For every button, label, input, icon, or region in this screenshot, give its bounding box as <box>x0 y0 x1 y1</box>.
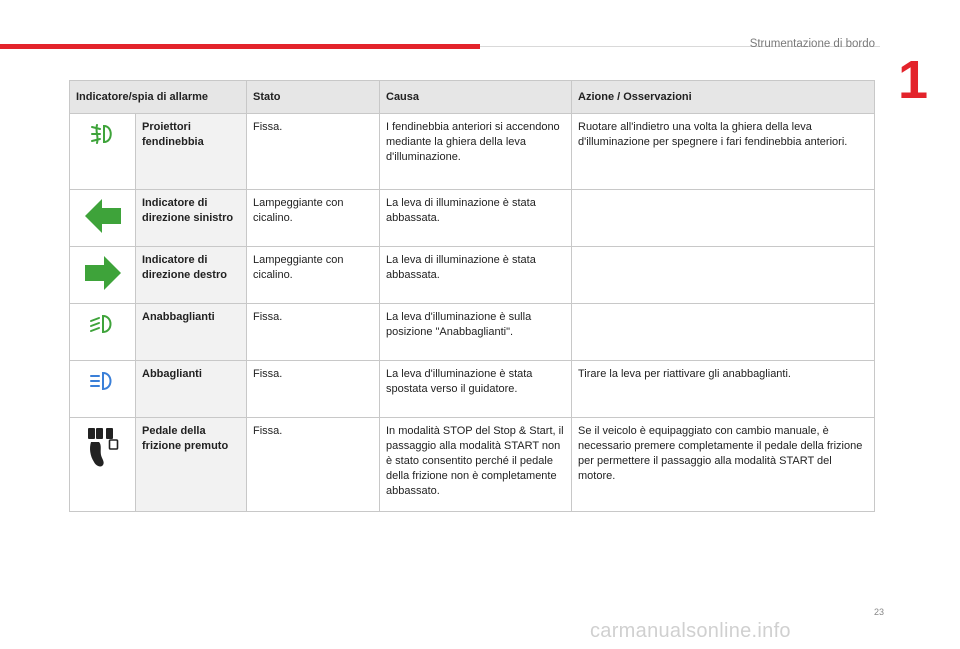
action-cell: Se il veicolo è equipaggiato con cambio manuale, è necessario premere completamente il pedale della frizione per permettere il passaggio alla modalità START del motore. <box>572 418 875 512</box>
action-cell <box>572 304 875 361</box>
table-header-row <box>70 81 875 114</box>
indicator-name: Indicatore di direzione destro <box>136 247 247 304</box>
action-cell: Ruotare all'indietro una volta la ghiera della leva d'illuminazione per spegnere i fari fendinebbia anteriori. <box>572 114 875 190</box>
cause-cell: In modalità STOP del Stop & Start, il passaggio alla modalità START non è stato consentito perché il pedale della frizione non è completamente abbassato. <box>380 418 572 512</box>
header-red-bar <box>0 44 480 49</box>
page-number: 23 <box>873 607 884 617</box>
icon-cell <box>70 361 136 418</box>
indicator-name: Abbaglianti <box>136 361 247 418</box>
indicator-name: Proiettori fendinebbia <box>136 114 247 190</box>
chapter-number: 1 <box>897 50 929 110</box>
column-header-indicator: Indicatore/spia di allarme <box>70 81 247 114</box>
icon-cell <box>70 418 136 512</box>
cause-cell: I fendinebbia anteriori si accendono mediante la ghiera della leva d'illuminazione. <box>380 114 572 190</box>
column-header-cause: Causa <box>380 81 572 114</box>
state-cell: Fissa. <box>247 418 380 512</box>
column-header-state: Stato <box>247 81 380 114</box>
icon-cell <box>70 247 136 304</box>
warning-lights-table <box>69 80 875 512</box>
cause-cell: La leva di illuminazione è stata abbassata. <box>380 190 572 247</box>
fog-light-icon <box>88 122 118 146</box>
watermark: carmanualsonline.info <box>590 620 791 642</box>
state-cell: Fissa. <box>247 304 380 361</box>
action-cell <box>572 247 875 304</box>
icon-cell <box>70 304 136 361</box>
state-cell: Lampeggiante con cicalino. <box>247 190 380 247</box>
table-row <box>70 418 875 512</box>
clutch-pedal-icon <box>85 426 121 470</box>
table-row <box>70 190 875 247</box>
state-cell: Fissa. <box>247 361 380 418</box>
table-row <box>70 247 875 304</box>
action-cell <box>572 190 875 247</box>
high-beam-icon <box>88 369 118 393</box>
action-cell: Tirare la leva per riattivare gli anabbaglianti. <box>572 361 875 418</box>
table-row <box>70 361 875 418</box>
indicator-name: Indicatore di direzione sinistro <box>136 190 247 247</box>
section-title: Strumentazione di bordo <box>749 38 875 50</box>
icon-cell <box>70 190 136 247</box>
table-row <box>70 304 875 361</box>
cause-cell: La leva d'illuminazione è sulla posizione "Anabbaglianti". <box>380 304 572 361</box>
state-cell: Fissa. <box>247 114 380 190</box>
cause-cell: La leva d'illuminazione è stata spostata verso il guidatore. <box>380 361 572 418</box>
state-cell: Lampeggiante con cicalino. <box>247 247 380 304</box>
icon-cell <box>70 114 136 190</box>
cause-cell: La leva di illuminazione è stata abbassata. <box>380 247 572 304</box>
arrow-left-icon <box>83 198 123 234</box>
low-beam-icon <box>88 312 118 336</box>
arrow-right-icon <box>83 255 123 291</box>
indicator-name: Anabbaglianti <box>136 304 247 361</box>
column-header-action: Azione / Osservazioni <box>572 81 875 114</box>
indicator-name: Pedale della frizione premuto <box>136 418 247 512</box>
table-row <box>70 114 875 190</box>
